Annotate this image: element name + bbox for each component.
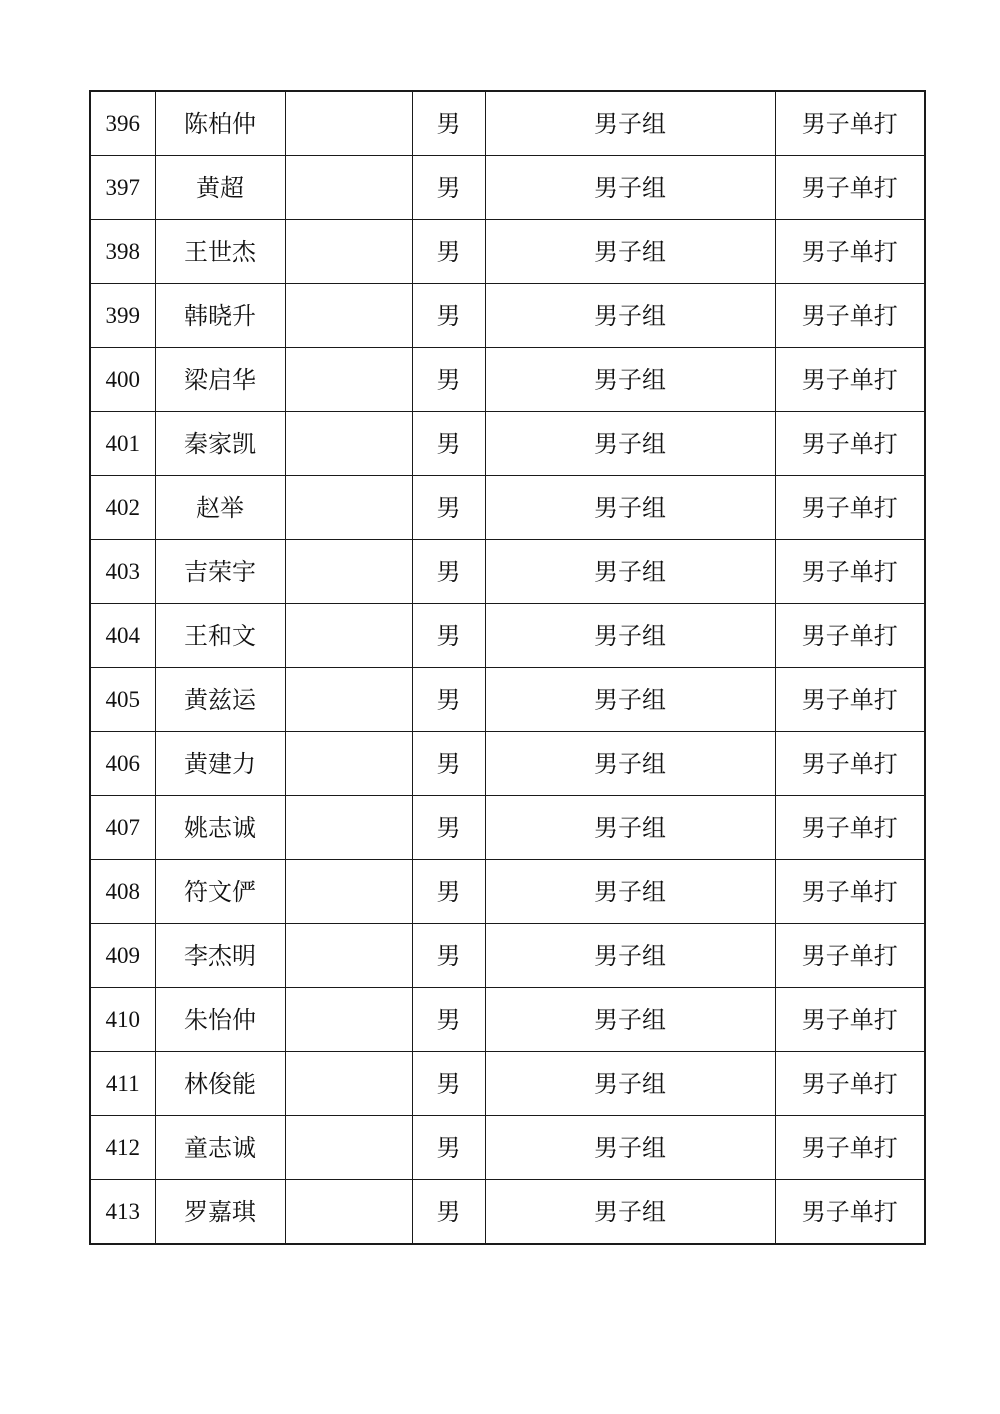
group-cell: 男子组 [485,924,775,988]
entry-number-cell: 402 [90,476,155,540]
event-cell: 男子单打 [775,924,925,988]
blank-cell [285,1180,412,1245]
event-cell: 男子单打 [775,796,925,860]
blank-cell [285,91,412,156]
table-row [90,924,925,988]
gender-cell: 男 [412,540,485,604]
table-row [90,604,925,668]
entry-number-cell: 411 [90,1052,155,1116]
table-row [90,988,925,1052]
player-name-cell: 符文俨 [155,860,285,924]
table-row [90,1052,925,1116]
table-row [90,796,925,860]
entry-number-cell: 398 [90,220,155,284]
group-cell: 男子组 [485,540,775,604]
blank-cell [285,476,412,540]
player-name-cell: 吉荣宇 [155,540,285,604]
event-cell: 男子单打 [775,604,925,668]
gender-cell: 男 [412,348,485,412]
gender-cell: 男 [412,1180,485,1245]
table-row [90,668,925,732]
event-cell: 男子单打 [775,988,925,1052]
gender-cell: 男 [412,1052,485,1116]
gender-cell: 男 [412,1116,485,1180]
player-name-cell: 梁启华 [155,348,285,412]
blank-cell [285,796,412,860]
entry-number-cell: 397 [90,156,155,220]
event-cell: 男子单打 [775,91,925,156]
group-cell: 男子组 [485,156,775,220]
group-cell: 男子组 [485,91,775,156]
player-name-cell: 秦家凯 [155,412,285,476]
roster-table [89,90,926,1245]
group-cell: 男子组 [485,796,775,860]
event-cell: 男子单打 [775,156,925,220]
event-cell: 男子单打 [775,540,925,604]
gender-cell: 男 [412,604,485,668]
gender-cell: 男 [412,924,485,988]
entry-number-cell: 409 [90,924,155,988]
event-cell: 男子单打 [775,348,925,412]
player-name-cell: 王和文 [155,604,285,668]
group-cell: 男子组 [485,668,775,732]
blank-cell [285,412,412,476]
event-cell: 男子单打 [775,1052,925,1116]
entry-number-cell: 407 [90,796,155,860]
roster-table-body [90,91,925,1244]
group-cell: 男子组 [485,348,775,412]
table-row [90,91,925,156]
player-name-cell: 王世杰 [155,220,285,284]
event-cell: 男子单打 [775,1116,925,1180]
blank-cell [285,156,412,220]
entry-number-cell: 412 [90,1116,155,1180]
table-row [90,1116,925,1180]
event-cell: 男子单打 [775,732,925,796]
gender-cell: 男 [412,284,485,348]
event-cell: 男子单打 [775,220,925,284]
gender-cell: 男 [412,668,485,732]
table-row [90,732,925,796]
player-name-cell: 赵举 [155,476,285,540]
blank-cell [285,348,412,412]
group-cell: 男子组 [485,988,775,1052]
event-cell: 男子单打 [775,668,925,732]
group-cell: 男子组 [485,1180,775,1245]
table-row [90,412,925,476]
gender-cell: 男 [412,91,485,156]
group-cell: 男子组 [485,1052,775,1116]
player-name-cell: 童志诚 [155,1116,285,1180]
table-row [90,476,925,540]
event-cell: 男子单打 [775,476,925,540]
table-row [90,348,925,412]
blank-cell [285,540,412,604]
group-cell: 男子组 [485,860,775,924]
player-name-cell: 罗嘉琪 [155,1180,285,1245]
group-cell: 男子组 [485,604,775,668]
entry-number-cell: 404 [90,604,155,668]
group-cell: 男子组 [485,732,775,796]
player-name-cell: 朱怡仲 [155,988,285,1052]
blank-cell [285,220,412,284]
gender-cell: 男 [412,732,485,796]
blank-cell [285,1052,412,1116]
group-cell: 男子组 [485,1116,775,1180]
group-cell: 男子组 [485,284,775,348]
group-cell: 男子组 [485,220,775,284]
gender-cell: 男 [412,220,485,284]
group-cell: 男子组 [485,476,775,540]
entry-number-cell: 405 [90,668,155,732]
entry-number-cell: 403 [90,540,155,604]
entry-number-cell: 410 [90,988,155,1052]
player-name-cell: 黄超 [155,156,285,220]
blank-cell [285,988,412,1052]
gender-cell: 男 [412,860,485,924]
gender-cell: 男 [412,796,485,860]
entry-number-cell: 406 [90,732,155,796]
table-row [90,156,925,220]
table-row [90,220,925,284]
event-cell: 男子单打 [775,1180,925,1245]
player-name-cell: 林俊能 [155,1052,285,1116]
player-name-cell: 黄建力 [155,732,285,796]
event-cell: 男子单打 [775,284,925,348]
gender-cell: 男 [412,988,485,1052]
blank-cell [285,732,412,796]
table-row [90,1180,925,1245]
entry-number-cell: 408 [90,860,155,924]
gender-cell: 男 [412,476,485,540]
blank-cell [285,284,412,348]
blank-cell [285,1116,412,1180]
event-cell: 男子单打 [775,860,925,924]
entry-number-cell: 413 [90,1180,155,1245]
entry-number-cell: 399 [90,284,155,348]
player-name-cell: 陈柏仲 [155,91,285,156]
entry-number-cell: 401 [90,412,155,476]
entry-number-cell: 400 [90,348,155,412]
table-row [90,540,925,604]
table-row [90,860,925,924]
group-cell: 男子组 [485,412,775,476]
player-name-cell: 李杰明 [155,924,285,988]
player-name-cell: 黄兹运 [155,668,285,732]
blank-cell [285,604,412,668]
gender-cell: 男 [412,412,485,476]
player-name-cell: 姚志诚 [155,796,285,860]
entry-number-cell: 396 [90,91,155,156]
event-cell: 男子单打 [775,412,925,476]
gender-cell: 男 [412,156,485,220]
player-name-cell: 韩晓升 [155,284,285,348]
blank-cell [285,668,412,732]
blank-cell [285,860,412,924]
blank-cell [285,924,412,988]
table-row [90,284,925,348]
